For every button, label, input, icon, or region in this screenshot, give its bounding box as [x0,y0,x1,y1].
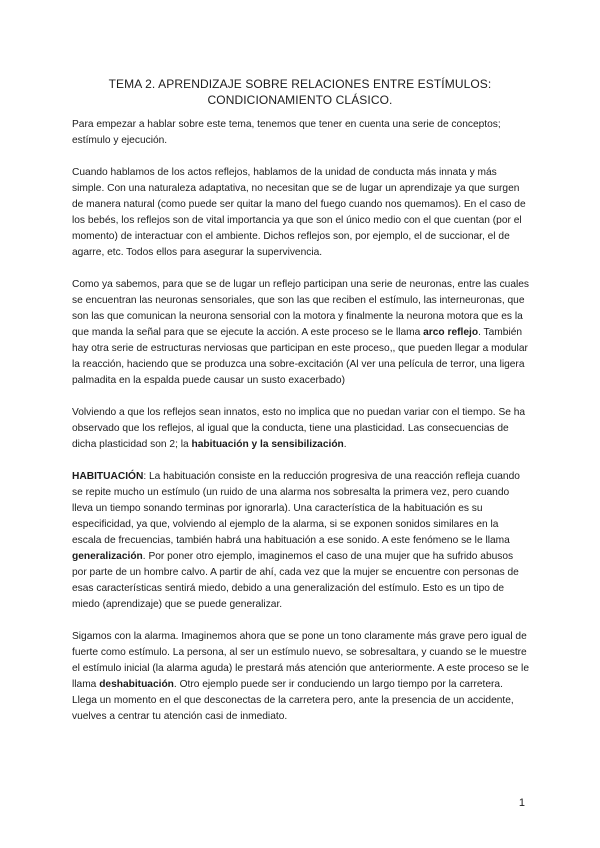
page-title [72,76,528,108]
page-number: 1 [518,797,525,809]
paragraph-arco-reflejo [72,277,530,389]
paragraph-text: . Por poner otro ejemplo, imaginemos el caso de una mujer que ha sufrido abusos por parte de un hombre calvo. A partir de ahí, cada vez que la mujer se encuentre con personas de esas características sentirá miedo, debido a una generalización del estímulo. Esto es un tipo de miedo (aprendizaje) que se puede generalizar. [72,551,519,610]
paragraph-habituacion [72,469,530,613]
paragraph-text: Para empezar a hablar sobre este tema, tenemos que tener en cuenta una serie de conceptos; estímulo y ejecución. [72,119,501,146]
title-line-1: TEMA 2. APRENDIZAJE SOBRE RELACIONES ENTRE ESTÍMULOS: [108,77,492,91]
paragraph-text: : La habituación consiste en la reducción progresiva de una reacción refleja cuando se repite mucho un estímulo (un ruido de una alarma nos sobresalta la primera vez, pero cuando lleva un tiempo sonando terminas por ignorarla). Una característica de la habituación es su especificidad, ya que, volviendo al ejemplo de la alarma, si se exponen sonidos similares en la escala de frecuencias, también habrá una habituación a ese sonido. A este fenómeno se le llama [72,471,520,546]
paragraph-text: . También hay otra serie de estructuras nerviosas que participan en este proceso,, que pueden llegar a modular la reacción, haciendo que se produzca una sobre-excitación (Al ver una película de terror, una ligera palmadita en la espalda puede causar un susto exacerbado) [72,327,528,386]
paragraph-text: Volviendo a que los reflejos sean innatos, esto no implica que no puedan variar con el tiempo. Se ha observado que los reflejos, al igual que la conducta, tiene una plasticidad. Las consecuencias de dicha plasticidad son 2; la [72,407,526,450]
bold-term: arco reflejo [423,327,479,338]
paragraph-intro [72,117,530,149]
paragraph-text: Cuando hablamos de los actos reflejos, hablamos de la unidad de conducta más innata y más simple. Con una naturaleza adaptativa, no necesitan que se de lugar un aprendizaje ya que surgen de manera natural (como puede ser quitar la mano del fuego cuando nos quemamos). En el caso de los bebés, los reflejos son de vital importancia ya que son el único medio con el que cuentan (por el momento) de interactuar con el ambiente. Dichos reflejos son, por ejemplo, el de succionar, el de agarre, etc. Todos ellos para asegurar la supervivencia. [72,167,526,258]
paragraph-text: Como ya sabemos, para que se de lugar un reflejo participan una serie de neuronas, entre las cuales se encuentran las neuronas sensoriales, que son las que reciben el estímulo, las interneuronas, que son las que comunican la neurona sensorial con la motora y finalmente la neurona motora que es la que manda la señal para que se ejecute la acción. A este proceso se le llama [72,279,530,338]
paragraph-plasticidad [72,405,530,453]
paragraph-text: . [343,439,347,450]
title-line-2: CONDICIONAMIENTO CLÁSICO. [207,93,393,107]
paragraph-reflejos [72,165,530,261]
paragraph-text: Sigamos con la alarma. Imaginemos ahora que se pone un tono claramente más grave pero igual de fuerte como estímulo. La persona, al ser un estímulo nuevo, se sobresaltara, y cuando se le muestre el estímulo inicial (la alarma aguda) le prestará más atención que anteriormente. A este proceso se le llama [72,631,529,690]
bold-term: HABITUACIÓN [72,471,144,482]
document-body [72,117,530,741]
bold-term: habituación y la sensibilización [191,439,344,450]
bold-term: generalización [72,551,143,562]
paragraph-deshabituacion [72,629,530,725]
paragraph-text: . Otro ejemplo puede ser ir conduciendo un largo tiempo por la carretera. Llega un momento en el que desconectas de la carretera pero, ante la presencia de un accidente, vuelves a centrar tu atención casi de inmediato. [72,679,514,722]
bold-term: deshabituación [99,679,174,690]
